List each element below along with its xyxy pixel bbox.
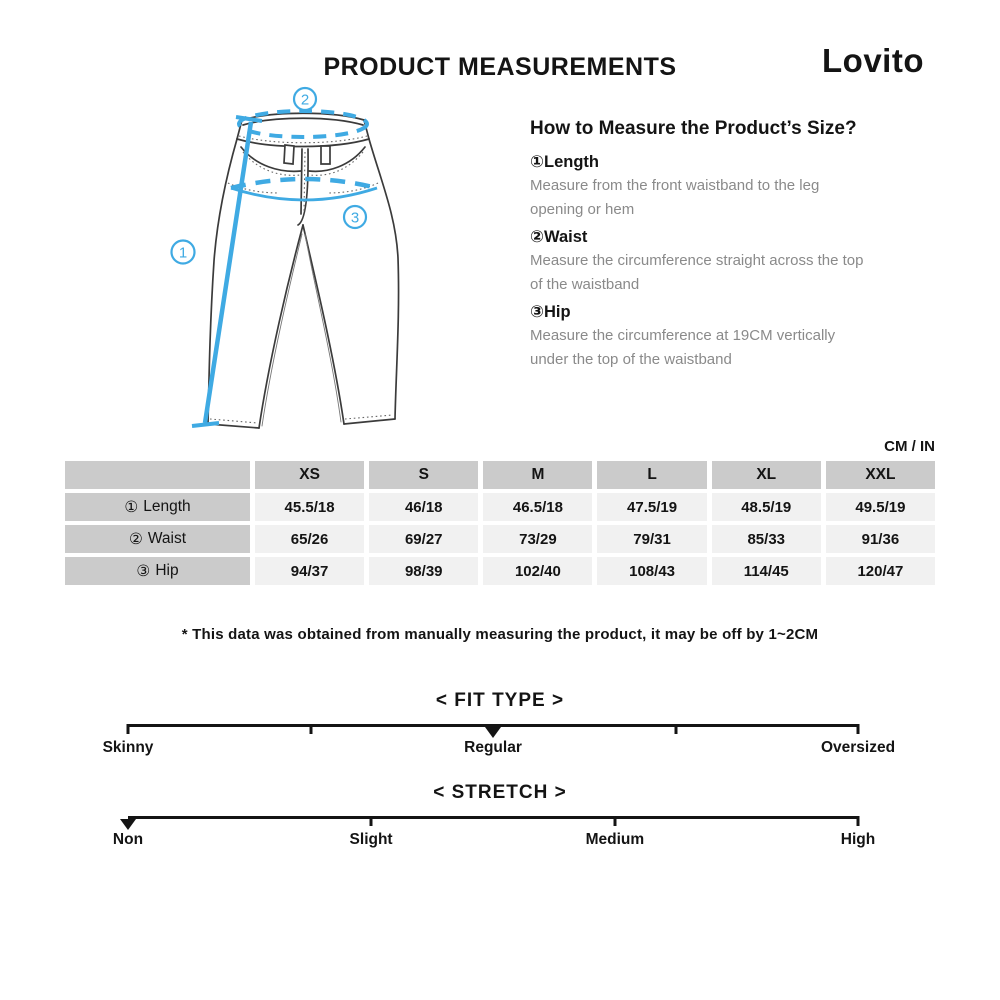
table-row-label-length bbox=[65, 493, 250, 521]
table-cell: 49.5/19 bbox=[826, 493, 935, 521]
row-number: ② bbox=[128, 530, 143, 548]
table-cell: 120/47 bbox=[826, 557, 935, 585]
measure-item-hip bbox=[530, 300, 950, 372]
table-corner-cell bbox=[65, 461, 250, 489]
measure-item-title bbox=[530, 225, 950, 249]
measure-item-waist bbox=[530, 225, 950, 297]
measure-item-title bbox=[530, 300, 950, 324]
scale-tick bbox=[857, 816, 860, 826]
row-label: Hip bbox=[155, 562, 179, 579]
measurement-note: * This data was obtained from manually measuring the product, it may be off by 1~2CM bbox=[181, 626, 819, 643]
scale-label-slight: Slight bbox=[349, 831, 393, 848]
measure-item-name: Waist bbox=[543, 228, 588, 246]
fit-type-title: < FIT TYPE > bbox=[435, 690, 565, 711]
row-number: ③ bbox=[136, 562, 151, 580]
scale-label-high: High bbox=[840, 831, 876, 848]
scale-label-oversized: Oversized bbox=[820, 739, 896, 756]
pants-diagram bbox=[148, 86, 470, 444]
table-cell: 73/29 bbox=[483, 525, 592, 553]
scale-tick bbox=[309, 724, 312, 734]
how-to-measure-section bbox=[530, 116, 950, 372]
table-cell: 69/27 bbox=[369, 525, 478, 553]
page-title: PRODUCT MEASUREMENTS bbox=[323, 53, 677, 81]
scale-label-non: Non bbox=[112, 831, 144, 848]
row-number: ① bbox=[124, 498, 139, 516]
scale-tick bbox=[857, 724, 860, 734]
table-cell: 47.5/19 bbox=[597, 493, 706, 521]
table-cell: 65/26 bbox=[255, 525, 364, 553]
scale-tick bbox=[370, 816, 373, 826]
table-header-l: L bbox=[597, 461, 706, 489]
hip-measure-solid-arc bbox=[231, 188, 377, 200]
scale-label-skinny: Skinny bbox=[102, 739, 154, 756]
brand-logo: Lovito bbox=[822, 42, 924, 79]
waist-measure-ellipse bbox=[239, 111, 367, 137]
length-measure-line bbox=[205, 122, 251, 423]
right-outer-seam bbox=[369, 139, 399, 419]
stretch-track bbox=[112, 816, 876, 848]
left-inner-seam-double bbox=[262, 234, 302, 426]
table-cell: 45.5/18 bbox=[255, 493, 364, 521]
pants-outline bbox=[208, 113, 399, 428]
fit-type-scale bbox=[0, 690, 1000, 762]
measure-item-description: Measure from the front waistband to the leg opening or hem bbox=[530, 177, 820, 218]
table-cell: 94/37 bbox=[255, 557, 364, 585]
callout-2-number: 2 bbox=[300, 91, 310, 109]
table-header-s: S bbox=[369, 461, 478, 489]
scale-label-medium: Medium bbox=[585, 831, 645, 848]
measure-item-name: Length bbox=[543, 153, 599, 171]
fly-right-line bbox=[298, 149, 308, 225]
fit-type-track bbox=[102, 724, 896, 756]
right-inner-seam-double bbox=[305, 234, 341, 422]
table-header-xs: XS bbox=[255, 461, 364, 489]
callout-numbers bbox=[179, 92, 359, 262]
measure-item-name: Hip bbox=[543, 303, 571, 321]
measure-item-number: ③ bbox=[530, 303, 544, 321]
measure-item-length bbox=[530, 150, 950, 222]
table-cell: 46.5/18 bbox=[483, 493, 592, 521]
table-cell: 98/39 bbox=[369, 557, 478, 585]
length-measure-bottom-cap bbox=[192, 423, 219, 426]
measure-item-number: ① bbox=[530, 153, 544, 171]
scale-label-regular: Regular bbox=[464, 739, 522, 756]
measure-item-description: Measure the circumference straight across the top of the waistband bbox=[530, 252, 864, 293]
fly-stitch bbox=[304, 152, 305, 213]
right-hem-stitch bbox=[345, 415, 393, 419]
stretch-marker-icon bbox=[120, 819, 136, 830]
table-cell: 108/43 bbox=[597, 557, 706, 585]
stretch-scale bbox=[0, 782, 1000, 854]
belt-loop-right bbox=[321, 146, 330, 164]
table-row-label-waist bbox=[65, 525, 250, 553]
unit-label: CM / IN bbox=[884, 438, 935, 455]
table-header-xl: XL bbox=[712, 461, 821, 489]
stretch-title: < STRETCH > bbox=[433, 782, 567, 803]
row-label: Waist bbox=[147, 530, 187, 547]
how-to-heading: How to Measure the Product’s Size? bbox=[530, 118, 857, 139]
scale-tick bbox=[613, 816, 616, 826]
callout-3-number: 3 bbox=[350, 209, 360, 227]
scale-tick bbox=[127, 724, 130, 734]
scale-tick bbox=[674, 724, 677, 734]
fit-type-marker-icon bbox=[485, 727, 501, 738]
table-header-m: M bbox=[483, 461, 592, 489]
measure-item-title bbox=[530, 150, 950, 174]
table-row-label-hip bbox=[65, 557, 250, 585]
measure-item-description: Measure the circumference at 19CM vertically under the top of the waistband bbox=[530, 327, 836, 368]
table-cell: 46/18 bbox=[369, 493, 478, 521]
table-cell: 48.5/19 bbox=[712, 493, 821, 521]
table-cell: 79/31 bbox=[597, 525, 706, 553]
right-hem bbox=[344, 419, 395, 424]
callout-1-number: 1 bbox=[178, 244, 188, 262]
belt-loop-left bbox=[284, 145, 294, 164]
row-label: Length bbox=[143, 498, 191, 515]
table-cell: 102/40 bbox=[483, 557, 592, 585]
measure-item-number: ② bbox=[530, 228, 544, 246]
table-cell: 91/36 bbox=[826, 525, 935, 553]
table-header-xxl: XXL bbox=[826, 461, 935, 489]
size-table bbox=[65, 461, 935, 585]
measure-annotations bbox=[172, 88, 378, 426]
table-cell: 114/45 bbox=[712, 557, 821, 585]
fly-left-line bbox=[301, 149, 302, 214]
table-cell: 85/33 bbox=[712, 525, 821, 553]
